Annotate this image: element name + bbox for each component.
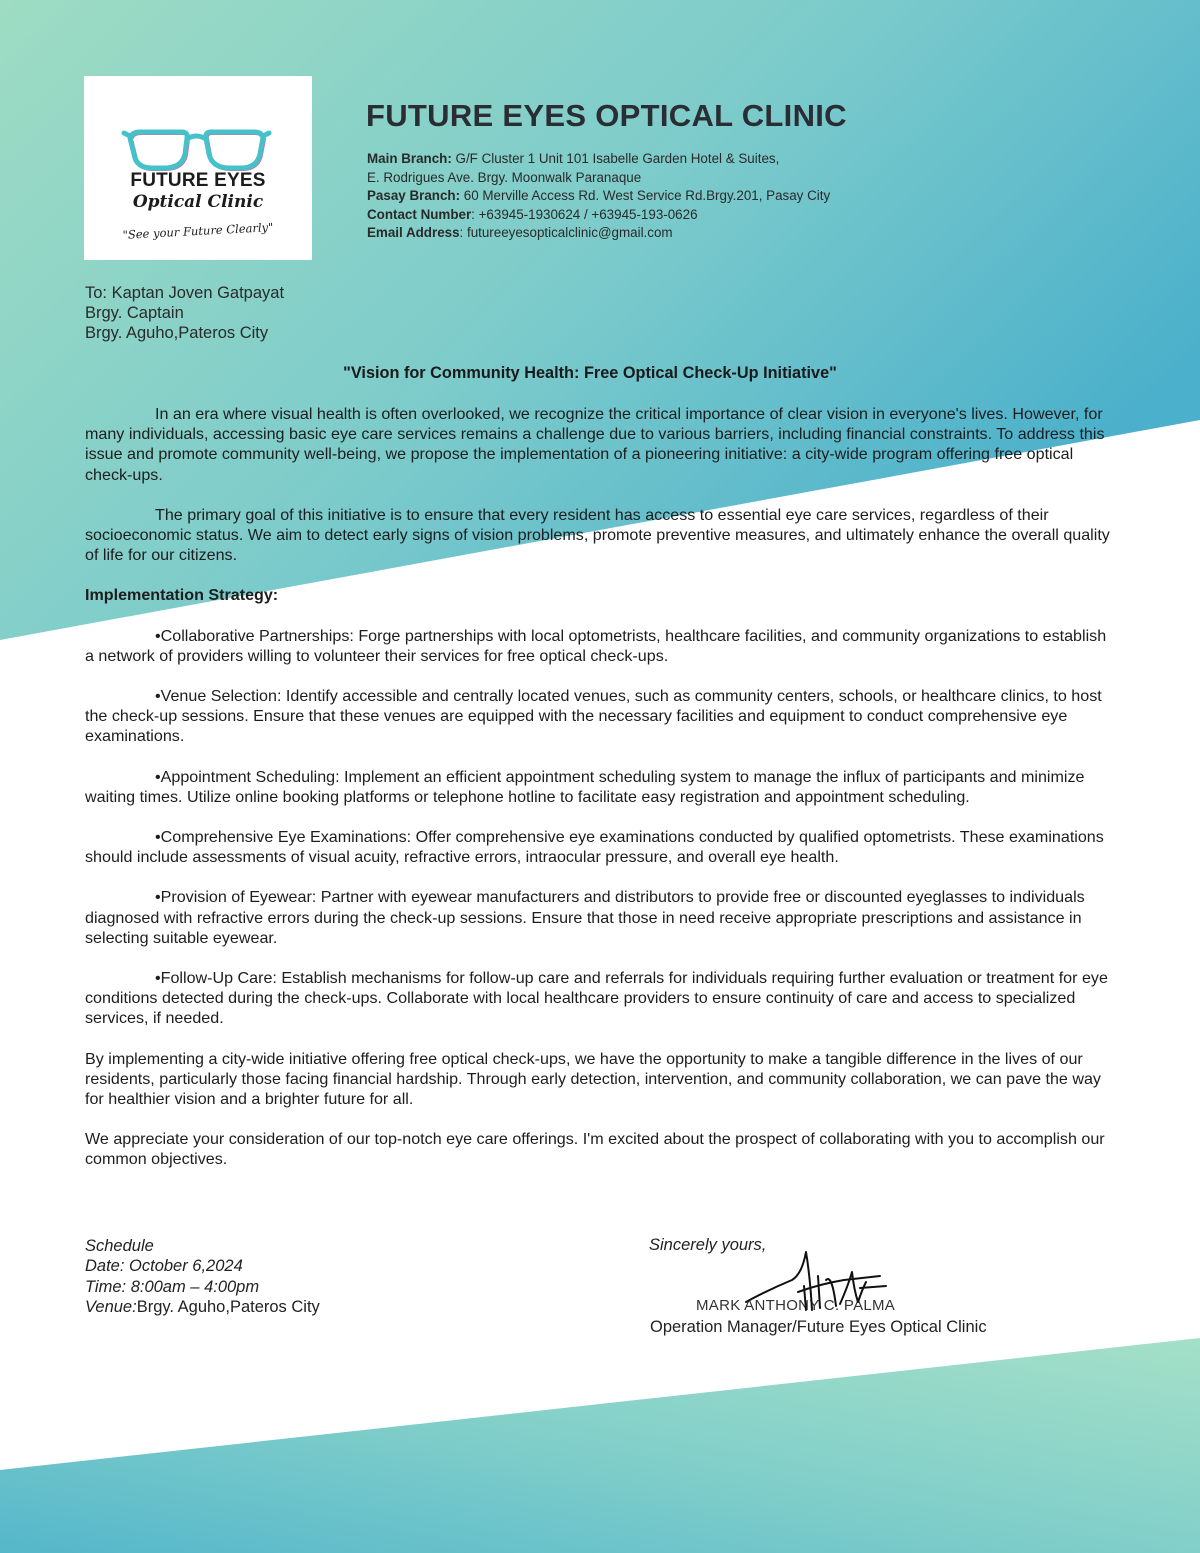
strategy-item: •Appointment Scheduling: Implement an efficient appointment scheduling system to manage the influx of participants and minimize waiting times. Utilize online booking platforms or telephone hotline to facilitate easy registration and appointment scheduling.: [85, 767, 1085, 806]
logo-name: FUTURE EYES: [130, 170, 266, 191]
recipient-block: [85, 283, 284, 343]
pasay-branch-label: Pasay Branch:: [367, 188, 461, 204]
clinic-logo: [84, 76, 312, 260]
email-label: Email Address: [367, 225, 460, 241]
goal-paragraph: The primary goal of this initiative is to ensure that every resident has access to essential eye care services, regardless of their socioeconomic status. We aim to detect early signs of vision problems, promote preventive measures, and ultimately enhance the overall quality of life for our citizens.: [85, 505, 1110, 565]
clinic-contact-block: [367, 150, 830, 243]
contact-number-line: [367, 206, 830, 225]
logo-subtitle: Optical Clinic: [132, 192, 264, 212]
schedule-time: Time: 8:00am – 4:00pm: [85, 1277, 260, 1296]
recipient-position: Brgy. Captain: [85, 304, 184, 322]
letter-title: "Vision for Community Health: Free Optical Check-Up Initiative": [343, 364, 837, 382]
handwritten-signature: [740, 1246, 890, 1316]
pasay-branch-address: 60 Merville Access Rd. West Service Rd.Brgy.201, Pasay City: [460, 188, 831, 204]
email-line: [367, 224, 830, 243]
logo-tagline: "See your Future Clearly": [122, 220, 274, 242]
signer-name: MARK ANTHONY C. PALMA: [696, 1297, 896, 1314]
clinic-name: FUTURE EYES OPTICAL CLINIC: [366, 98, 847, 133]
recipient-address: Brgy. Aguho,Pateros City: [85, 324, 269, 342]
main-branch-label: Main Branch:: [367, 151, 452, 166]
schedule-venue: [85, 1297, 320, 1317]
pasay-branch-line: [367, 187, 830, 206]
schedule-date: Date: October 6,2024: [85, 1257, 243, 1276]
schedule-block: [85, 1236, 320, 1317]
letter-body: [85, 404, 1115, 1170]
signer-role: Operation Manager/Future Eyes Optical Clinic: [650, 1318, 987, 1336]
appreciation-paragraph: We appreciate your consideration of our top-notch eye care offerings. I'm excited about the prospect of collaborating with you to accomplish our common objectives.: [85, 1130, 1105, 1169]
strategy-item: •Provision of Eyewear: Partner with eyewear manufacturers and distributors to provide free or discounted eyeglasses to individuals diagnosed with refractive errors during the check-up sessions. Ensure that those in need receive appropriate prescriptions and assistance in selecting suitable eyewear.: [85, 888, 1085, 947]
intro-paragraph: In an era where visual health is often overlooked, we recognize the critical importance of clear vision in everyone's lives. However, for many individuals, accessing basic eye care services remains a challenge due to various barriers, including financial constraints. To address this issue and promote community well-being, we propose the implementation of a pioneering initiative: a city-wide program offering free optical check-ups.: [85, 405, 1105, 484]
contact-number-label: Contact Number: [367, 206, 472, 222]
main-branch-address-line2: E. Rodrigues Ave. Brgy. Moonwalk Paranaque: [367, 169, 642, 185]
venue-label: Venue:: [85, 1297, 137, 1316]
main-branch-line: [367, 150, 830, 169]
strategy-item: •Venue Selection: Identify accessible and centrally located venues, such as community centers, schools, or healthcare clinics, to host the check-up sessions. Ensure that these venues are equipped with the necessary facilities and equipment to conduct comprehensive eye examinations.: [85, 687, 1102, 746]
closing-salutation: Sincerely yours,: [649, 1236, 767, 1254]
strategy-item: •Follow-Up Care: Establish mechanisms for follow-up care and referrals for individuals requiring further evaluation or treatment for eye conditions detected during the check-ups. Collaborate with local healthcare providers to ensure continuity of care and access to specialized services, if needed.: [85, 969, 1108, 1028]
conclusion-paragraph: By implementing a city-wide initiative offering free optical check-ups, we have the opportunity to make a tangible difference in the lives of our residents, particularly those facing financial hardship. Through early detection, intervention, and community collaboration, we can pave the way for healthier vision and a brighter future for all.: [85, 1049, 1101, 1109]
strategy-item: •Collaborative Partnerships: Forge partnerships with local optometrists, healthcare facilities, and community organizations to establish a network of providers willing to volunteer their services for free optical check-ups.: [85, 626, 1107, 665]
contact-number-value: : +63945-1930624 / +63945-193-0626: [471, 206, 698, 222]
recipient-name: To: Kaptan Joven Gatpayat: [85, 284, 285, 302]
venue-value: Brgy. Aguho,Pateros City: [136, 1297, 320, 1316]
strategy-item: •Comprehensive Eye Examinations: Offer comprehensive eye examinations conducted by qualified optometrists. These examinations should include assessments of visual acuity, refractive errors, intraocular pressure, and overall eye health.: [85, 828, 1104, 867]
strategy-heading: Implementation Strategy:: [85, 586, 279, 605]
main-branch-address: G/F Cluster 1 Unit 101 Isabelle Garden Hotel & Suites,: [451, 151, 780, 166]
schedule-heading: Schedule: [85, 1237, 154, 1255]
email-value: : futureeyesopticalclinic@gmail.com: [459, 225, 673, 241]
